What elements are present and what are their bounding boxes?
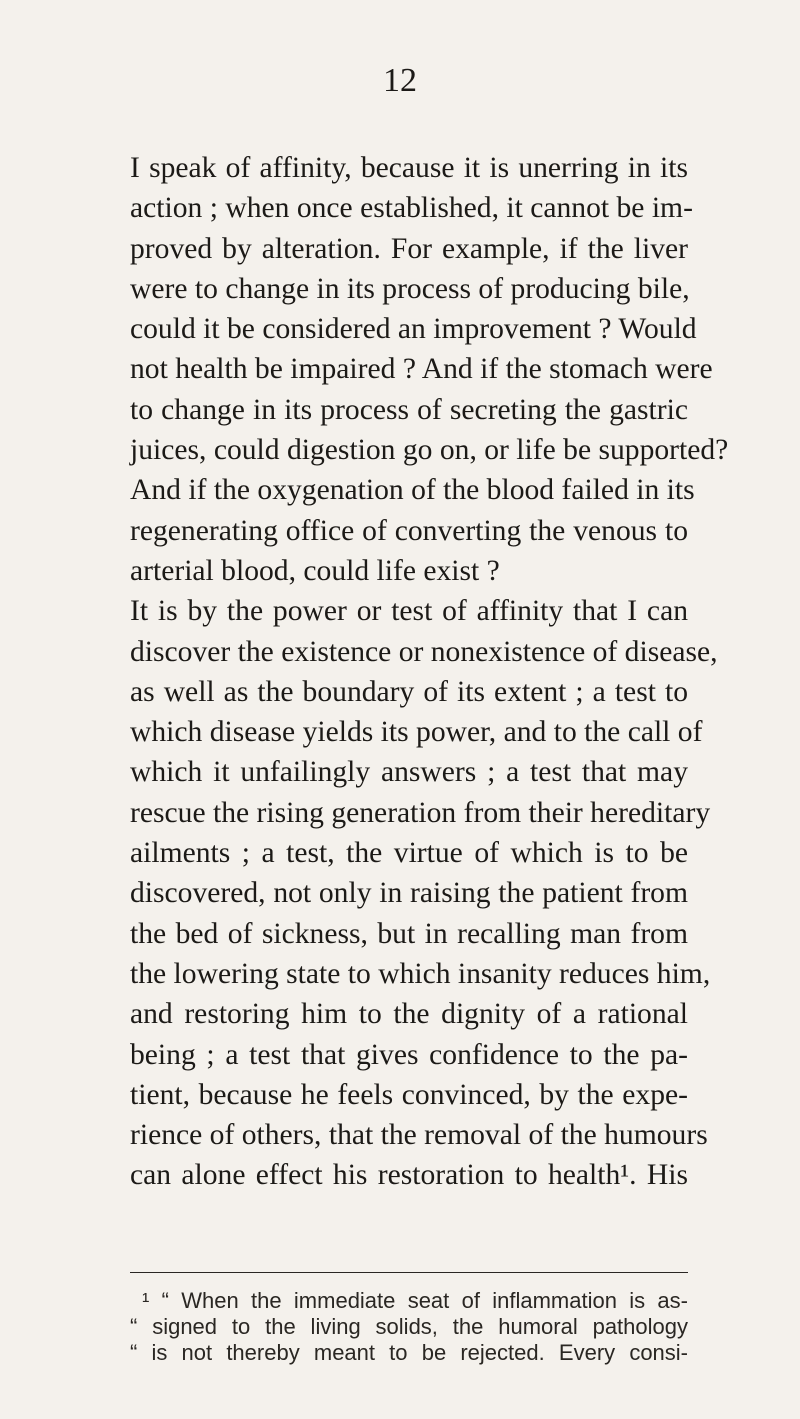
text-line: which it unfailingly answers ; a test that may [130, 756, 688, 789]
text-line: discover the existence or nonexistence of disease, [130, 635, 718, 668]
text-line: as well as the boundary of its extent ; a test to [130, 675, 688, 708]
text-line: not health be impaired ? And if the stomach were [130, 353, 713, 386]
text-line: And if the oxygenation of the blood failed in its [130, 474, 695, 507]
text-line: tient, because he feels convinced, by the expe- [130, 1078, 688, 1111]
text-line: ailments ; a test, the virtue of which is to be [130, 837, 688, 870]
text-line: rescue the rising generation from their hereditary [130, 796, 711, 829]
footnote-line: ¹ “ When the immediate seat of inflammation is as- [142, 1288, 688, 1313]
text-line: arterial blood, could life exist ? [130, 554, 500, 587]
text-line: action ; when once established, it cannot be im- [130, 192, 693, 225]
page-number: 12 [383, 62, 417, 99]
text-line: discovered, not only in raising the patient from [130, 877, 688, 910]
text-line: were to change in its process of producing bile, [130, 272, 690, 305]
text-line: can alone effect his restoration to health¹. His [130, 1159, 688, 1192]
body-text [130, 148, 729, 1196]
text-line: I speak of affinity, because it is unerring in its [130, 152, 688, 184]
text-line: juices, could digestion go on, or life be supported? [130, 434, 729, 467]
text-line: the bed of sickness, but in recalling man from [130, 917, 688, 950]
footnote-line: “ is not thereby meant to be rejected. Every consi- [130, 1340, 688, 1365]
text-line: which disease yields its power, and to the call of [130, 716, 703, 749]
text-line: to change in its process of secreting the gastric [130, 393, 688, 426]
text-line: and restoring him to the dignity of a rational [130, 998, 688, 1031]
text-line: It is by the power or test of affinity that I can [130, 595, 688, 628]
text-line: proved by alteration. For example, if the liver [130, 232, 688, 265]
text-line: regenerating office of converting the venous to [130, 514, 688, 547]
text-line: the lowering state to which insanity reduces him, [130, 957, 711, 990]
text-line: could it be considered an improvement ? Would [130, 313, 697, 346]
footnote [130, 1288, 688, 1366]
text-line: rience of others, that the removal of the humours [130, 1119, 708, 1152]
text-line: being ; a test that gives confidence to the pa- [130, 1038, 688, 1071]
footnote-divider [130, 1272, 688, 1273]
footnote-line: “ signed to the living solids, the humoral pathology [130, 1314, 688, 1339]
